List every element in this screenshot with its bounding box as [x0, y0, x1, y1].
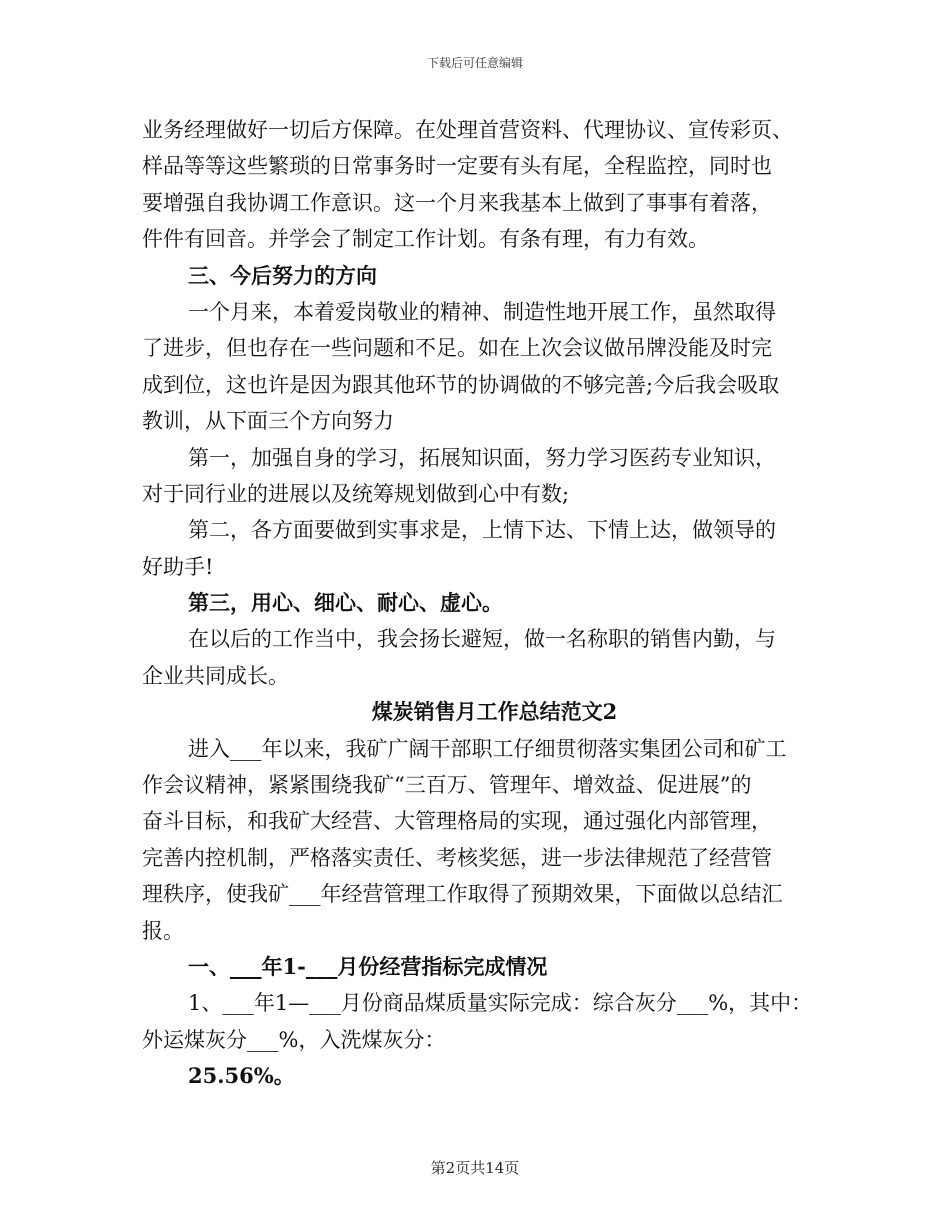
- bold-paragraph-line: 第三，用心、细心、耐心、虚心。: [188, 590, 503, 616]
- page-header: 下载后可任意编辑: [426, 56, 523, 70]
- paragraph-line: 好助手!: [142, 554, 214, 579]
- paragraph-line: 业务经理做好一切后方保障。在处理首营资料、代理协议、宣传彩页、: [142, 118, 793, 142]
- paragraph-line: 理秩序，使我矿___年经营管理工作取得了预期效果，下面做以总结汇: [142, 882, 783, 907]
- paragraph-line: 企业共同成长。: [142, 663, 289, 688]
- bold-paragraph-line: 25.56%。: [188, 1063, 295, 1089]
- paragraph-line: 一个月来，本着爱岗敬业的精神、制造性地开展工作，虽然取得: [188, 299, 776, 324]
- paragraph-line: 报。: [142, 918, 184, 943]
- paragraph-line: 1、___年1—___月份商品煤质量实际完成：综合灰分___%，其中：: [188, 991, 813, 1016]
- document-body: [142, 112, 817, 1095]
- paragraph-line: 了进步，但也存在一些问题和不足。如在上次会议做吊牌没能及时完: [142, 336, 772, 361]
- paragraph-line: 成到位，这也许是因为跟其他环节的协调做的不够完善;今后我会吸取: [142, 372, 780, 397]
- paragraph-line: 在以后的工作当中，我会扬长避短，做一名称职的销售内勤，与: [188, 627, 776, 652]
- paragraph-line: 要增强自我协调工作意识。这一个月来我基本上做到了事事有着落，: [142, 190, 772, 215]
- section-heading: 一、___年1-___月份经营指标完成情况: [188, 953, 548, 979]
- paragraph-line: 外运煤灰分___%，入洗煤灰分：: [142, 1027, 446, 1052]
- paragraph-line: 作会议精神，紧紧围绕我矿“三百万、管理年、增效益、促进展”的: [142, 773, 752, 798]
- paragraph-line: 完善内控机制，严格落实责任、考核奖惩，进一步法律规范了经营管: [142, 845, 772, 870]
- paragraph-line: 进入___年以来，我矿广阔干部职工仔细贯彻落实集团公司和矿工: [188, 736, 787, 761]
- section-heading: 三、今后努力的方向: [188, 262, 377, 288]
- paragraph-line: 第一，加强自身的学习，拓展知识面，努力学习医药专业知识，: [188, 445, 776, 470]
- document-title: 煤炭销售月工作总结范文2: [371, 699, 618, 725]
- paragraph-line: 对于同行业的进展以及统筹规划做到心中有数;: [142, 481, 570, 506]
- paragraph-line: 第二，各方面要做到实事求是，上情下达、下情上达，做领导的: [188, 518, 776, 543]
- paragraph-line: 样品等等这些繁琐的日常事务时一定要有头有尾，全程监控，同时也: [142, 154, 772, 179]
- paragraph-line: 奋斗目标，和我矿大经营、大管理格局的实现，通过强化内部管理，: [142, 809, 772, 834]
- page-footer: 第2页共14页: [430, 1159, 520, 1177]
- paragraph-line: 教训，从下面三个方向努力: [142, 409, 394, 434]
- paragraph-line: 件件有回音。并学会了制定工作计划。有条有理，有力有效。: [142, 227, 709, 252]
